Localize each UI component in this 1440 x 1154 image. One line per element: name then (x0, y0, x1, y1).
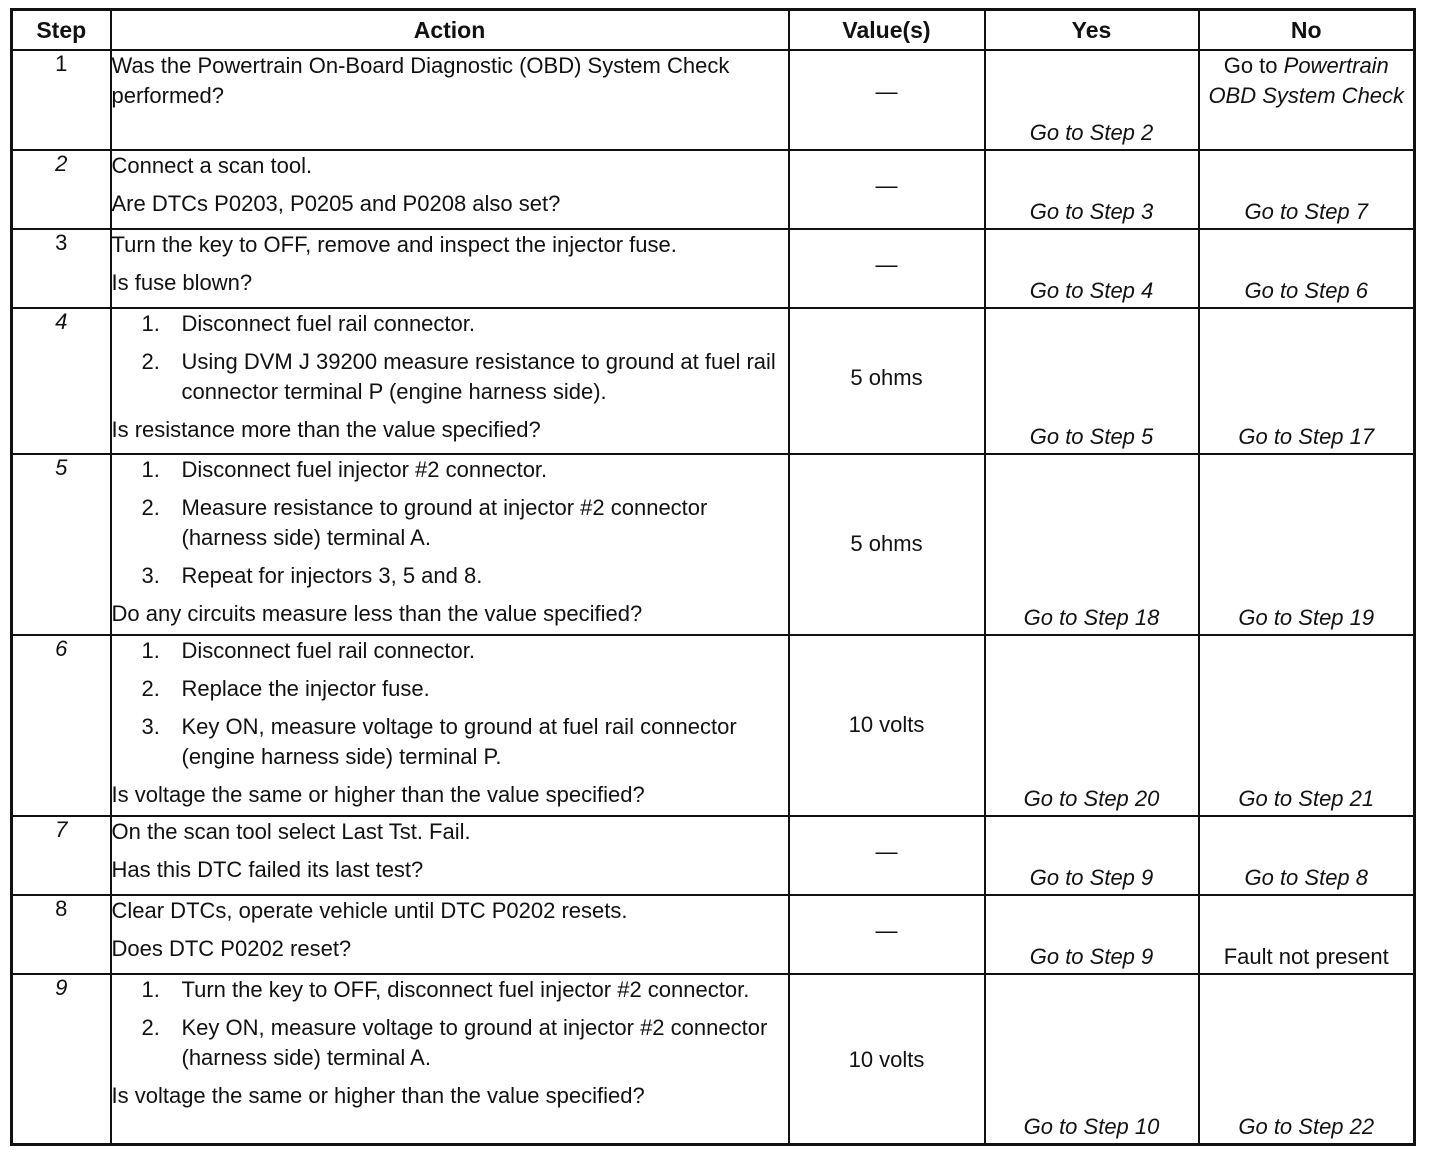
no-prefix: Go to (1223, 53, 1278, 78)
yes-cell (985, 454, 1199, 635)
action-question: Is resistance more than the value specified? (111, 417, 541, 442)
no-link[interactable]: Go to Step 17 (1238, 424, 1375, 449)
table-row (12, 308, 1415, 454)
list-item (112, 1013, 788, 1073)
action-list (112, 636, 788, 772)
action-cell (111, 50, 789, 150)
table-row (12, 974, 1415, 1144)
step-number: 8 (12, 895, 111, 974)
yes-cell (985, 308, 1199, 454)
list-number: 1. (141, 311, 160, 336)
list-number: 2. (141, 676, 160, 701)
list-number: 2. (141, 495, 160, 520)
no-cell (1199, 454, 1415, 635)
yes-cell (985, 974, 1199, 1144)
table-row (12, 454, 1415, 635)
value-cell (789, 974, 985, 1144)
yes-cell (985, 150, 1199, 229)
yes-link[interactable]: Go to Step 2 (1029, 120, 1154, 145)
value-text: — (875, 252, 898, 277)
value-text: — (875, 918, 898, 943)
value-text: 5 ohms (850, 531, 923, 556)
no-cell (1199, 895, 1415, 974)
action-list (112, 455, 788, 591)
yes-cell (985, 895, 1199, 974)
step-number: 4 (12, 308, 111, 454)
value-cell (789, 454, 985, 635)
action-cell (111, 229, 789, 308)
header-values: Value(s) (789, 10, 985, 51)
value-cell (789, 150, 985, 229)
list-text: Turn the key to OFF, disconnect fuel injector #2 connector. (181, 977, 750, 1002)
yes-link[interactable]: Go to Step 9 (1029, 944, 1154, 969)
table-row (12, 816, 1415, 895)
action-text: Turn the key to OFF, remove and inspect the injector fuse. (111, 232, 677, 257)
header-step: Step (12, 10, 111, 51)
no-link[interactable]: Powertrain OBD System Check (1208, 53, 1405, 108)
value-cell (789, 50, 985, 150)
list-text: Repeat for injectors 3, 5 and 8. (181, 563, 483, 588)
action-text: Connect a scan tool. (111, 153, 313, 178)
action-question: Is voltage the same or higher than the value specified? (111, 1083, 645, 1108)
table-row (12, 635, 1415, 816)
action-cell (111, 308, 789, 454)
step-number: 7 (12, 816, 111, 895)
table-row (12, 50, 1415, 150)
step-number: 1 (12, 50, 111, 150)
table-row (12, 895, 1415, 974)
action-cell (111, 816, 789, 895)
list-number: 2. (141, 349, 160, 374)
step-number: 2 (12, 150, 111, 229)
header-action: Action (111, 10, 789, 51)
yes-cell (985, 635, 1199, 816)
value-text: — (875, 839, 898, 864)
table-row (12, 229, 1415, 308)
no-cell (1199, 308, 1415, 454)
step-number: 5 (12, 454, 111, 635)
action-text: Clear DTCs, operate vehicle until DTC P0202 resets. (111, 898, 628, 923)
no-result: Fault not present (1223, 944, 1389, 969)
list-number: 3. (141, 714, 160, 739)
yes-link[interactable]: Go to Step 10 (1023, 1113, 1160, 1139)
list-text: Key ON, measure voltage to ground at fuel rail connector (engine harness side) terminal P. (181, 714, 737, 769)
step-number: 3 (12, 229, 111, 308)
list-text: Key ON, measure voltage to ground at injector #2 connector (harness side) terminal A. (181, 1015, 768, 1070)
action-cell (111, 974, 789, 1144)
value-cell (789, 229, 985, 308)
value-text: — (875, 79, 898, 104)
list-item (112, 975, 788, 1005)
no-link[interactable]: Go to Step 19 (1238, 605, 1375, 630)
list-item (112, 561, 788, 591)
list-number: 1. (141, 457, 160, 482)
value-cell (789, 816, 985, 895)
list-text: Disconnect fuel rail connector. (181, 638, 475, 663)
action-question: Do any circuits measure less than the value specified? (111, 601, 643, 626)
list-text: Disconnect fuel rail connector. (181, 311, 475, 336)
no-cell (1199, 816, 1415, 895)
action-question: Are DTCs P0203, P0205 and P0208 also set? (111, 191, 561, 216)
action-cell (111, 150, 789, 229)
value-cell (789, 895, 985, 974)
step-number: 9 (12, 974, 111, 1144)
no-cell (1199, 229, 1415, 308)
value-text: — (875, 173, 898, 198)
no-link[interactable]: Go to Step 21 (1238, 786, 1375, 811)
action-text: Was the Powertrain On-Board Diagnostic (OBD) System Check performed? (111, 53, 730, 108)
yes-link[interactable]: Go to Step 20 (1023, 786, 1160, 811)
value-cell (789, 308, 985, 454)
list-text: Replace the injector fuse. (181, 676, 430, 701)
no-link[interactable]: Go to Step 22 (1238, 1113, 1375, 1139)
list-item (112, 674, 788, 704)
list-text: Measure resistance to ground at injector #2 connector (harness side) terminal A. (181, 495, 708, 550)
no-cell (1199, 635, 1415, 816)
yes-cell (985, 50, 1199, 150)
no-link[interactable]: Go to Step 7 (1244, 199, 1369, 224)
yes-cell (985, 229, 1199, 308)
no-cell (1199, 150, 1415, 229)
list-item (112, 636, 788, 666)
list-number: 1. (141, 977, 160, 1002)
no-link[interactable]: Go to Step 8 (1244, 865, 1369, 890)
action-text: On the scan tool select Last Tst. Fail. (111, 819, 471, 844)
action-list (112, 975, 788, 1073)
list-number: 1. (141, 638, 160, 663)
list-text: Using DVM J 39200 measure resistance to ground at fuel rail connector terminal P (engine harness side). (181, 349, 776, 404)
list-text: Disconnect fuel injector #2 connector. (181, 457, 548, 482)
header-yes: Yes (985, 10, 1199, 51)
value-text: 5 ohms (850, 365, 923, 390)
yes-link[interactable]: Go to Step 18 (1023, 605, 1160, 630)
yes-link[interactable]: Go to Step 9 (1029, 865, 1154, 890)
action-question: Is voltage the same or higher than the value specified? (111, 782, 645, 807)
table-row (12, 150, 1415, 229)
list-number: 2. (141, 1015, 160, 1040)
no-cell (1199, 974, 1415, 1144)
value-text: 10 volts (848, 1047, 925, 1072)
yes-link[interactable]: Go to Step 5 (1029, 424, 1154, 449)
header-row (12, 10, 1415, 51)
action-cell (111, 635, 789, 816)
action-question: Is fuse blown? (111, 270, 253, 295)
list-item (112, 347, 788, 407)
header-no: No (1199, 10, 1415, 51)
list-number: 3. (141, 563, 160, 588)
diagnostic-table (10, 8, 1416, 1146)
no-cell (1199, 50, 1415, 150)
action-list (112, 309, 788, 407)
list-item (112, 712, 788, 772)
yes-link[interactable]: Go to Step 3 (1029, 199, 1154, 224)
list-item (112, 309, 788, 339)
list-item (112, 455, 788, 485)
yes-link[interactable]: Go to Step 4 (1029, 278, 1154, 303)
action-question: Does DTC P0202 reset? (111, 936, 352, 961)
list-item (112, 493, 788, 553)
yes-cell (985, 816, 1199, 895)
action-question: Has this DTC failed its last test? (111, 857, 424, 882)
value-cell (789, 635, 985, 816)
action-cell (111, 895, 789, 974)
action-cell (111, 454, 789, 635)
value-text: 10 volts (848, 712, 925, 737)
step-number: 6 (12, 635, 111, 816)
no-link[interactable]: Go to Step 6 (1244, 278, 1369, 303)
